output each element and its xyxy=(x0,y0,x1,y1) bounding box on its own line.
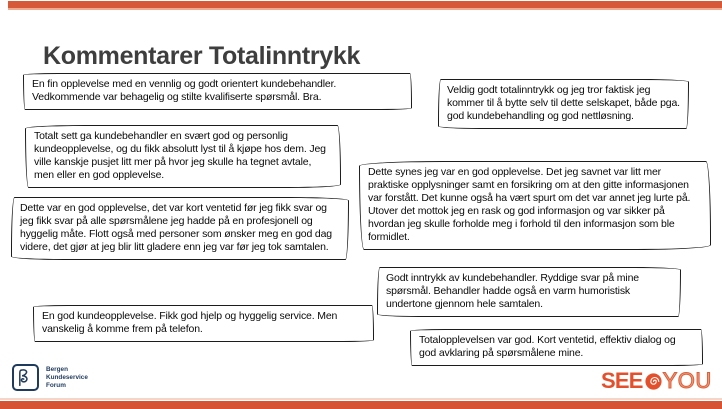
comment-box xyxy=(377,267,681,317)
comment-box xyxy=(438,79,689,129)
bkf-logo-line3: Forum xyxy=(46,381,66,389)
comment-box xyxy=(359,161,711,250)
comment-text: Totalopplevelsen var god. Kort ventetid, effektiv dialog og god avklaring på spørsmålene mine. xyxy=(419,334,676,359)
comment-text: Dette var en god opplevelse, det var kort ventetid før jeg fikk svar og jeg fikk svar på alle spørsmålene jeg hadde på en profesjonell og hyggelig måte. Flott også med personer som ønsker meg en god dag videre, det gjør at jeg blir litt gladere enn jeg var før jeg tok samtalen. xyxy=(20,202,332,253)
comment-text: Veldig godt totalinntrykk og jeg tror faktisk jeg kommer til å bytte selv til dette selskapet, både pga. god kundebehandling og god nettløsning. xyxy=(447,84,680,122)
comment-box xyxy=(410,329,703,366)
slide-title: Kommentarer Totalinntrykk xyxy=(43,41,361,70)
spiral-icon xyxy=(645,373,662,390)
bkf-logo-line2: Kundeservice xyxy=(46,373,88,381)
bottom-accent-bar xyxy=(0,401,722,409)
top-accent-bar-light xyxy=(8,8,722,10)
bkf-monogram-icon xyxy=(12,364,39,391)
bergen-kundeservice-forum-logo xyxy=(12,364,88,391)
comment-text: En god kundeopplevelse. Fikk god hjelp og hyggelig service. Men vanskelig å komme frem på telefon. xyxy=(42,310,338,335)
comment-box xyxy=(11,197,349,260)
bkf-logo-line1: Bergen xyxy=(46,365,69,373)
top-accent-bar xyxy=(8,1,722,8)
comment-text: En fin opplevelse med en vennlig og godt orientert kundebehandler. Vedkommende var behagelig og stilte kvalifiserte spørsmål. Bra. xyxy=(32,78,337,103)
seeyou-you-text: YOU xyxy=(662,368,712,393)
comment-box xyxy=(23,73,412,110)
comment-text: Godt inntrykk av kundebehandler. Ryddige svar på mine spørsmål. Behandler hadde også en varm humoristisk undertone gjennom hele samtalen. xyxy=(386,272,639,310)
bottom-accent-bar-light xyxy=(0,398,722,400)
comment-text: Dette synes jeg var en god opplevelse. Det jeg savnet var litt mer praktiske opplysninger samt en forsikring om at den gitte informasjonen var forstått. Det kunne også ha vært spurt om det var annet jeg lurte på. Utover det mottok jeg en rask og god informasjon og var sikker på hvordan jeg skulle forholde meg i forhold til den informasjon som ble formidlet. xyxy=(368,166,691,243)
seeyou-logo xyxy=(601,370,712,392)
comment-box xyxy=(33,305,374,342)
comment-text: Totalt sett ga kundebehandler en svært god og personlig kundeopplevelse, og du fikk absolutt lyst til å kjøpe hos dem. Jeg ville kanskje pusjet litt mer på hvor jeg skulle ha tegnet avtale, men eller en god opplevelse. xyxy=(34,130,326,181)
comment-box xyxy=(25,125,341,188)
seeyou-see-text: SEE xyxy=(601,368,643,393)
bkf-logo-text xyxy=(46,366,88,390)
